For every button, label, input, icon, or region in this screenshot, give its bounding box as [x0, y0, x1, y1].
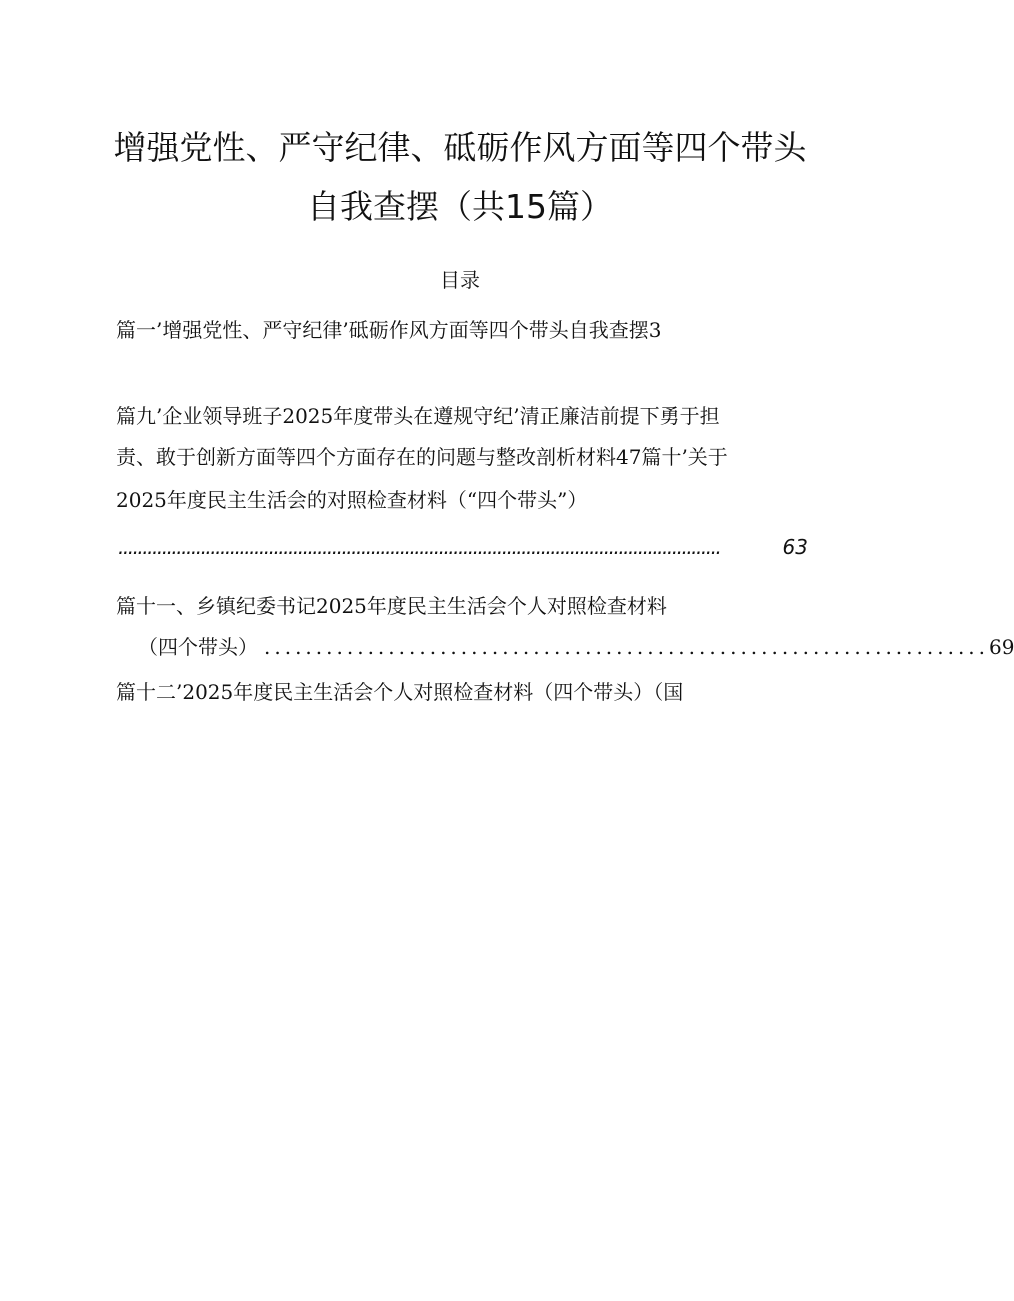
toc-entry-11-line-2[interactable]: （四个带头） [138, 635, 258, 659]
toc-entry-9-line-2[interactable]: 责、敢于创新方面等四个方面存在的问题与整改剖析材料47篇十’关于 [116, 445, 728, 469]
document-title-line-1: 增强党性、严守纪律、砥砺作风方面等四个带头 [113, 128, 807, 167]
toc-entry-9-line-1[interactable]: 篇九’企业领导班子2025年度带头在遵规守纪’清正廉洁前提下勇于担 [116, 404, 720, 428]
toc-entry-10-leader [118, 535, 808, 559]
dot-leader: ............................................................................................................................ [118, 535, 721, 559]
toc-entry-11-line-1[interactable]: 篇十一、乡镇纪委书记2025年度民主生活会个人对照检查材料 [116, 594, 667, 618]
toc-heading: 目录 [440, 268, 480, 292]
toc-entry-10-line-3[interactable]: 2025年度民主生活会的对照检查材料（“四个带头”） [116, 488, 588, 512]
document-title-line-2: 自我查摆（共15篇） [307, 187, 613, 226]
toc-entry-11-leader [118, 631, 1014, 660]
toc-entry-12[interactable]: 篇十二’2025年度民主生活会个人对照检查材料（四个带头）（国 [116, 680, 684, 704]
page-number: 63 [782, 535, 808, 559]
toc-entry-1[interactable]: 篇一’增强党性、严守纪律’砥砺作风方面等四个带头自我查摆3 [116, 318, 662, 342]
dot-leader: ...................................................................... [264, 635, 990, 659]
page-number: 69 [989, 635, 1014, 659]
